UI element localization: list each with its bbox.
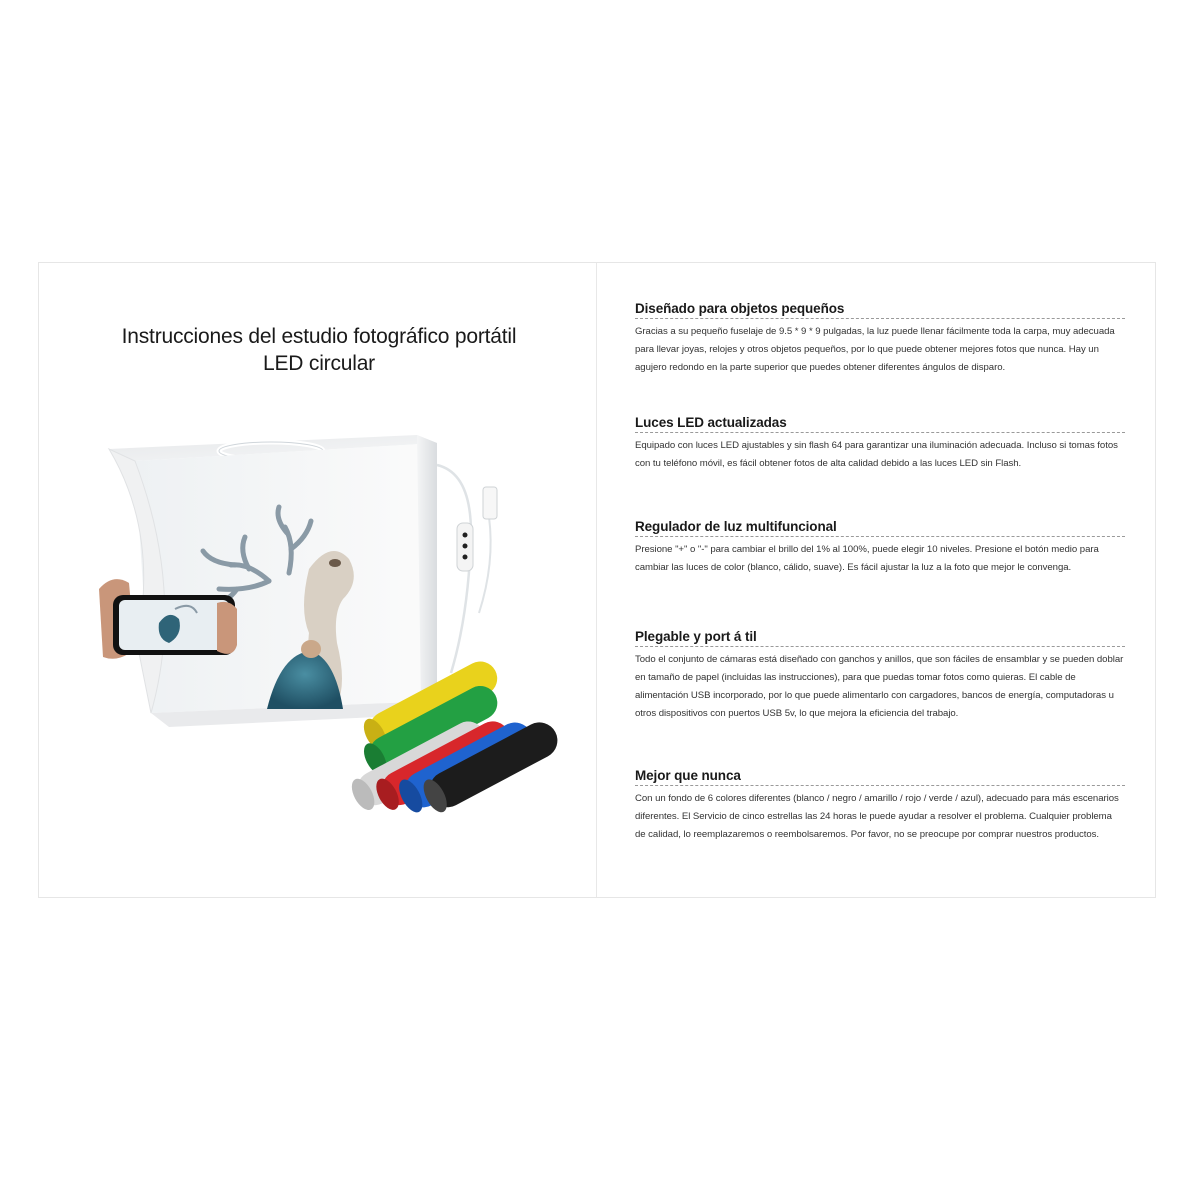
section-small-objects [635, 301, 1125, 377]
section-body: Presione "+" o "-" para cambiar el brillo del 1% al 100%, puede elegir 10 niveles. Presione el botón medio para cambiar las luces de color (blanco, cálido, suave). Es fácil ajustar la luz a la foto que mejor le convenga. [635, 544, 1099, 573]
section-heading: Diseñado para objetos pequeños [635, 301, 1125, 319]
right-page [598, 263, 1156, 897]
title-line-1: Instrucciones del estudio fotográfico portátil [121, 325, 517, 348]
title-line-2: LED circular [263, 352, 375, 375]
section-body: Equipado con luces LED ajustables y sin flash 64 para garantizar una iluminación adecuada. Incluso si tomas fotos con tu teléfono móvil, es fácil obtener fotos de alta calidad debido a las luces LED sin Flash. [635, 440, 1118, 469]
section-foldable-portable [635, 629, 1125, 723]
section-led-lights [635, 415, 1125, 473]
section-body: Todo el conjunto de cámaras está diseñado con ganchos y anillos, que son fáciles de ensamblar y se pueden doblar en tamaño de papel (incluidas las instrucciones), para que puedas tomar fotos como quieras. El cable de alimentación USB incorporado, por lo que puede alimentarlo con cargadores, bancos de energía, computadoras u otros dispositivos con puertos USB 5v, lo que mejora la eficiencia del trabajo. [635, 654, 1124, 719]
page-fold [596, 263, 597, 897]
section-heading: Mejor que nunca [635, 768, 1125, 786]
section-better-than-ever [635, 768, 1125, 844]
light-box-product-image [99, 413, 579, 833]
section-heading: Plegable y port á til [635, 629, 1125, 647]
usb-plug [483, 487, 497, 519]
section-body: Con un fondo de 6 colores diferentes (blanco / negro / amarillo / rojo / verde / azul), adecuado para más escenarios diferentes. El Servicio de cinco estrellas las 24 horas le puede ayudar a resolver el problema. Cualquier problema de calidad, lo reemplazaremos o reembolsaremos. Por favor, no se preocupe por comprar nuestros productos. [635, 793, 1119, 840]
section-heading: Luces LED actualizadas [635, 415, 1125, 433]
instruction-booklet [38, 262, 1156, 898]
section-body: Gracias a su pequeño fuselaje de 9.5 * 9 * 9 pulgadas, la luz puede llenar fácilmente toda la carpa, muy adecuada para llevar joyas, relojes y otros objetos pequeños, por lo que puede obtener mejores fotos que nunca. Hay un agujero redondo en la parte superior que puedes obtener diferentes ángulos de disparo. [635, 326, 1115, 373]
section-light-regulator [635, 519, 1125, 577]
document-title [79, 323, 559, 377]
section-heading: Regulador de luz multifuncional [635, 519, 1125, 537]
left-page [39, 263, 596, 897]
